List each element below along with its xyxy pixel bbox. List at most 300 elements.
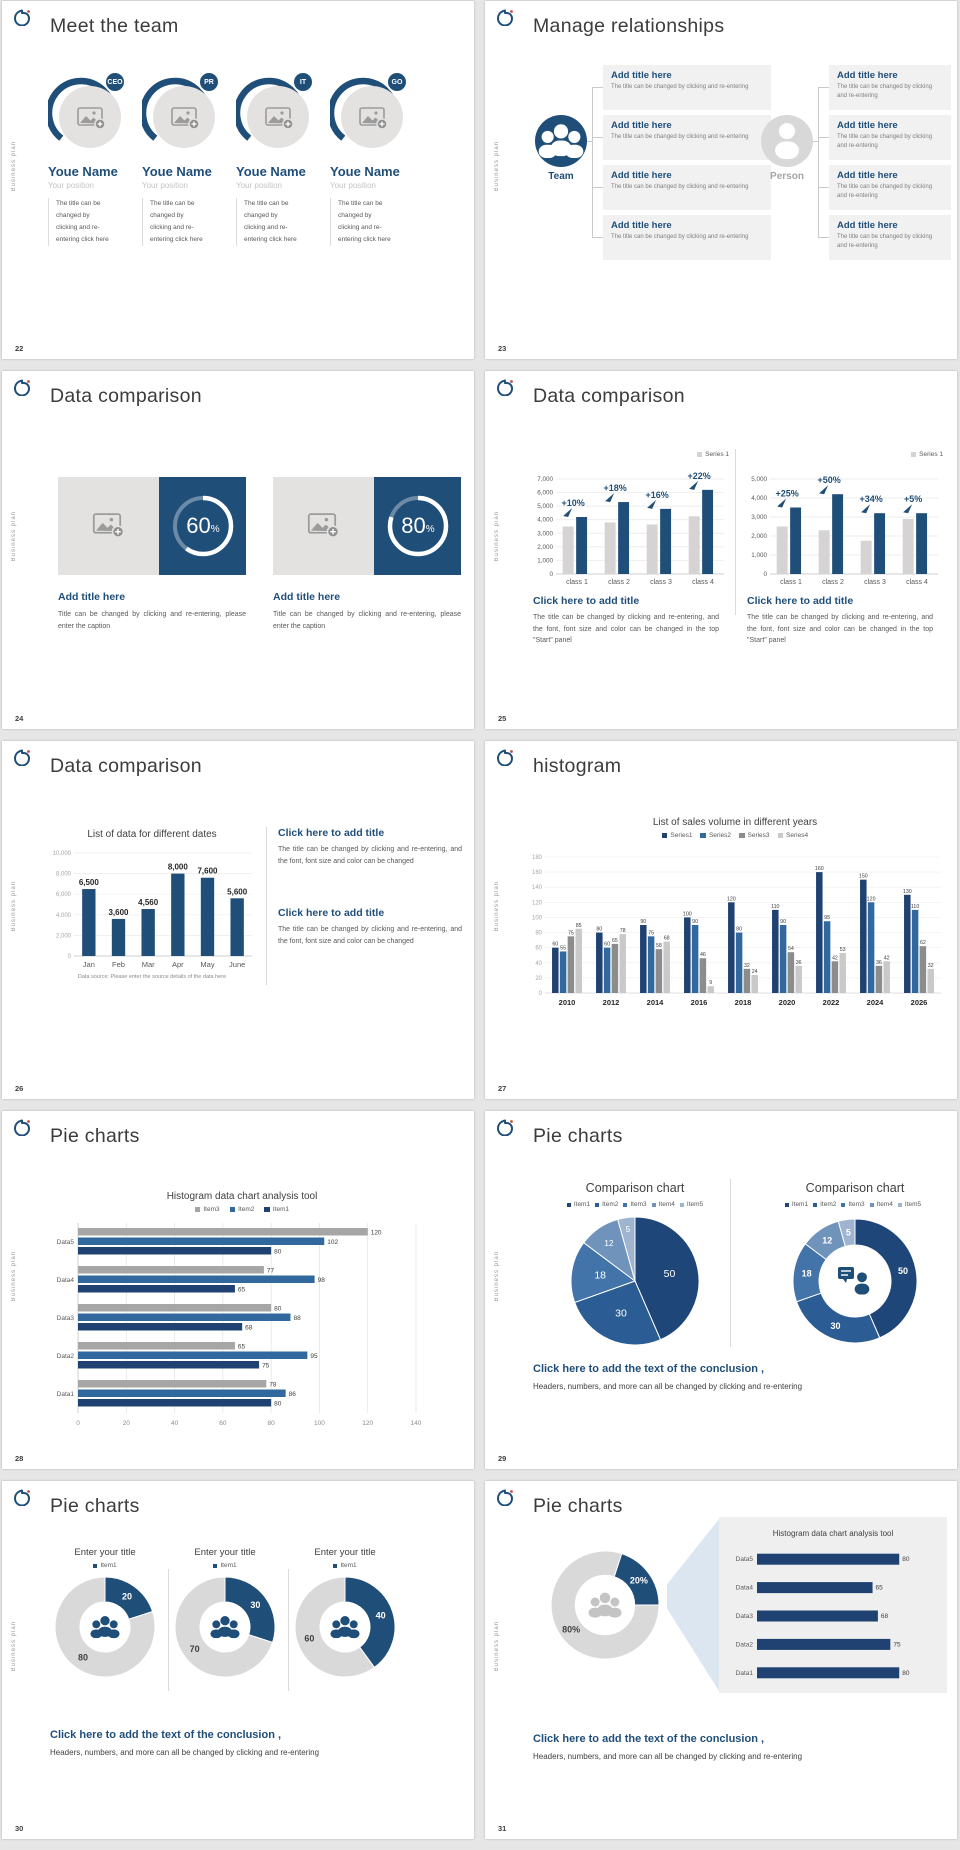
svg-text:98: 98 — [317, 1276, 325, 1284]
svg-text:75: 75 — [567, 930, 574, 937]
svg-text:65: 65 — [237, 1286, 246, 1294]
funnel-shape — [667, 1519, 719, 1691]
brand-logo-icon — [496, 1488, 515, 1506]
brand-logo-icon — [496, 1118, 515, 1136]
chart-legend — [529, 451, 729, 458]
page-number: 28 — [15, 1454, 24, 1463]
legend-item — [813, 1201, 836, 1208]
chart-title: List of data for different dates — [87, 829, 217, 840]
svg-text:80: 80 — [596, 926, 603, 933]
legend-item — [785, 1201, 808, 1208]
svg-text:60: 60 — [604, 941, 611, 948]
svg-text:Data4: Data4 — [56, 1277, 74, 1284]
svg-text:+10%: +10% — [561, 498, 585, 508]
horizontal-bar-chart — [46, 1219, 446, 1429]
chart-title: Comparison chart — [585, 1181, 685, 1195]
svg-text:42: 42 — [831, 955, 838, 962]
svg-text:Data1: Data1 — [56, 1391, 74, 1398]
slide-31-thumbnail[interactable] — [485, 1481, 957, 1839]
legend-item — [898, 1201, 921, 1208]
legend-item — [264, 1206, 289, 1213]
connector-line — [592, 237, 603, 238]
legend-swatch — [662, 833, 668, 839]
relationship-box — [603, 115, 771, 160]
svg-text:150: 150 — [858, 873, 868, 880]
legend-swatch — [595, 1203, 599, 1207]
svg-text:95: 95 — [310, 1352, 318, 1360]
box-body: The title can be changed by clicking and re-entering — [611, 184, 749, 190]
svg-text:Data4: Data4 — [735, 1584, 753, 1592]
svg-text:36: 36 — [795, 959, 802, 966]
chart-title: Histogram data chart analysis tool — [166, 1191, 318, 1202]
svg-text:65: 65 — [875, 1584, 883, 1592]
sidebar-vertical-label: Business plan — [11, 881, 17, 932]
legend-swatch — [697, 452, 703, 458]
svg-text:20: 20 — [122, 1420, 130, 1427]
svg-text:95: 95 — [824, 915, 831, 922]
legend-item — [195, 1206, 220, 1213]
svg-text:50: 50 — [897, 1266, 908, 1277]
brand-logo-icon — [496, 8, 515, 26]
image-placeholder — [273, 477, 374, 575]
svg-text:Apr: Apr — [171, 960, 184, 969]
person-icon — [761, 115, 813, 167]
svg-text:class 1: class 1 — [566, 579, 588, 586]
box-title: Add title here — [611, 70, 672, 81]
legend-label: Item1 — [340, 1562, 357, 1569]
avatar — [142, 73, 222, 157]
svg-text:36: 36 — [875, 959, 882, 966]
member-description: The title can be changed by clicking and re-entering click here — [236, 198, 300, 246]
team-member-card — [330, 73, 416, 246]
legend-swatch — [567, 1203, 571, 1207]
member-name: Youe Name — [236, 164, 306, 179]
legend-label: Item1 — [573, 1201, 591, 1208]
svg-text:160: 160 — [814, 866, 824, 873]
brand-logo-icon — [496, 378, 515, 396]
percent-tile — [374, 477, 461, 575]
svg-text:80: 80 — [77, 1652, 88, 1663]
svg-text:June: June — [229, 960, 246, 969]
relationship-box — [603, 215, 771, 260]
caption-body: Title can be changed by clicking and re-entering, please enter the caption — [58, 611, 246, 630]
svg-text:20%: 20% — [629, 1575, 648, 1586]
chart-title: List of sales volume in different years — [652, 817, 818, 828]
svg-text:120: 120 — [531, 900, 542, 907]
svg-text:53: 53 — [839, 946, 846, 953]
image-placeholder — [58, 477, 159, 575]
sidebar-vertical-label: Business plan — [11, 141, 17, 192]
svg-text:65: 65 — [237, 1343, 246, 1351]
svg-text:+18%: +18% — [603, 483, 627, 494]
conclusion-body: Headers, numbers, and more can all be changed by clicking and re-entering — [533, 1382, 803, 1391]
relationship-box — [603, 165, 771, 210]
svg-text:40: 40 — [170, 1420, 179, 1427]
chart-legend — [50, 1562, 160, 1569]
member-position: Your position — [48, 181, 94, 190]
svg-text:130: 130 — [902, 888, 912, 895]
svg-text:8,000: 8,000 — [167, 862, 188, 872]
slide-28-thumbnail[interactable] — [2, 1111, 474, 1469]
legend-label: Item3 — [630, 1201, 647, 1208]
svg-text:40: 40 — [535, 960, 542, 967]
role-badge: PR — [198, 71, 220, 93]
svg-text:70: 70 — [189, 1644, 200, 1655]
caption-body: The title can be changed by clicking and re-entering, and the font, font size and color can be changed in the top "Start" panel — [747, 614, 933, 645]
svg-text:78: 78 — [619, 928, 626, 935]
svg-text:7,000: 7,000 — [537, 476, 553, 483]
caption-title: Click here to add title — [278, 827, 385, 839]
legend-item — [652, 1201, 675, 1208]
svg-text:78: 78 — [269, 1381, 277, 1389]
svg-text:110: 110 — [771, 903, 780, 910]
legend-item — [680, 1201, 703, 1208]
svg-text:86: 86 — [288, 1390, 296, 1398]
role-badge: IT — [292, 71, 314, 93]
svg-text:2,000: 2,000 — [537, 543, 553, 551]
legend-label: Item1 — [272, 1206, 290, 1213]
slide-title: Data comparison — [50, 755, 202, 777]
panel-bar-chart — [727, 1545, 939, 1687]
svg-text:1,000: 1,000 — [751, 552, 767, 559]
svg-text:60%: 60% — [185, 513, 220, 538]
grouped-bar-chart — [743, 463, 941, 587]
donut-chart — [785, 1211, 925, 1351]
page-number: 23 — [498, 344, 507, 353]
role-badge: GO — [386, 71, 408, 93]
svg-text:0: 0 — [763, 571, 767, 578]
conclusion-title: Click here to add the text of the conclusion , — [533, 1363, 765, 1375]
grouped-bar-chart — [529, 463, 727, 587]
svg-text:3,000: 3,000 — [537, 530, 553, 538]
legend-label: Series3 — [747, 832, 770, 839]
svg-text:2026: 2026 — [910, 998, 928, 1007]
svg-text:100: 100 — [682, 911, 692, 918]
box-body: The title can be changed by clicking and re-entering — [611, 134, 749, 140]
avatar — [330, 73, 410, 157]
svg-text:2,000: 2,000 — [751, 533, 767, 540]
svg-text:32: 32 — [743, 962, 750, 969]
svg-text:2018: 2018 — [734, 998, 752, 1007]
svg-text:18: 18 — [594, 1269, 607, 1282]
sidebar-vertical-label: Business plan — [11, 1251, 17, 1302]
connector-line — [818, 237, 829, 238]
slide-title: Meet the team — [50, 15, 179, 37]
svg-text:Data2: Data2 — [56, 1353, 74, 1360]
svg-text:180: 180 — [531, 855, 542, 861]
svg-text:class 1: class 1 — [780, 579, 802, 586]
sidebar-vertical-label: Business plan — [11, 1621, 17, 1672]
team-icon — [535, 115, 587, 167]
svg-text:140: 140 — [531, 885, 542, 892]
svg-text:30: 30 — [250, 1599, 261, 1610]
chart-caption: Data source: Please enter the source details of the data here — [77, 974, 227, 980]
svg-text:7,600: 7,600 — [197, 866, 218, 876]
legend-label: Item3 — [203, 1206, 220, 1213]
legend-item — [778, 832, 809, 839]
chart-legend — [545, 832, 925, 839]
legend-item — [567, 1201, 590, 1208]
svg-text:68: 68 — [880, 1613, 889, 1620]
svg-text:80: 80 — [736, 926, 743, 933]
svg-text:80: 80 — [902, 1556, 910, 1564]
slide-22-thumbnail[interactable] — [2, 1, 474, 359]
svg-text:9: 9 — [709, 980, 713, 987]
slide-title: Pie charts — [533, 1125, 623, 1147]
box-title: Add title here — [837, 120, 898, 131]
slide-23-thumbnail[interactable] — [485, 1, 957, 359]
sidebar-vertical-label: Business plan — [494, 511, 500, 562]
svg-text:90: 90 — [780, 919, 787, 925]
svg-text:3,000: 3,000 — [751, 514, 767, 521]
svg-text:60: 60 — [552, 941, 559, 948]
svg-text:30: 30 — [830, 1320, 841, 1331]
legend-swatch — [652, 1203, 656, 1207]
svg-text:58: 58 — [655, 943, 662, 950]
legend-label: Item4 — [658, 1201, 675, 1208]
sidebar-vertical-label: Business plan — [494, 1251, 500, 1302]
legend-item — [700, 832, 731, 839]
legend-label: Item3 — [848, 1201, 865, 1208]
legend-label: Item5 — [686, 1201, 704, 1208]
legend-swatch — [623, 1203, 627, 1207]
box-body: The title can be changed by clicking and re-entering — [837, 184, 933, 199]
connector-line — [592, 187, 603, 188]
svg-text:62: 62 — [919, 940, 926, 947]
svg-text:102: 102 — [327, 1238, 339, 1246]
legend-swatch — [93, 1564, 97, 1568]
svg-text:+25%: +25% — [775, 488, 799, 499]
chart-legend — [753, 1201, 953, 1208]
donut-chart — [53, 1575, 157, 1679]
svg-text:65: 65 — [611, 937, 618, 944]
svg-text:77: 77 — [266, 1267, 275, 1275]
page-number: 27 — [498, 1084, 507, 1093]
svg-text:2022: 2022 — [822, 998, 840, 1007]
svg-text:24: 24 — [751, 968, 758, 975]
svg-text:6,000: 6,000 — [537, 489, 553, 497]
pie-chart — [569, 1215, 701, 1347]
svg-text:+22%: +22% — [687, 470, 711, 481]
page-number: 25 — [498, 714, 507, 723]
page-number: 22 — [15, 344, 24, 353]
member-position: Your position — [142, 181, 188, 190]
legend-label: Item1 — [791, 1201, 809, 1208]
conclusion-body: Headers, numbers, and more can all be changed by clicking and re-entering — [50, 1748, 320, 1757]
svg-text:Data5: Data5 — [735, 1556, 753, 1564]
slide-title: Data comparison — [50, 385, 202, 407]
svg-text:68: 68 — [245, 1324, 253, 1332]
team-member-card — [142, 73, 228, 246]
svg-text:6,500: 6,500 — [78, 878, 99, 888]
svg-text:4,000: 4,000 — [751, 495, 767, 502]
svg-text:6,000: 6,000 — [55, 892, 71, 899]
box-title: Add title here — [837, 70, 898, 81]
page-number: 31 — [498, 1824, 507, 1833]
svg-text:75: 75 — [648, 930, 655, 937]
svg-text:class 2: class 2 — [822, 579, 844, 586]
sidebar-vertical-label: Business plan — [494, 881, 500, 932]
sidebar-vertical-label: Business plan — [494, 1621, 500, 1672]
svg-text:18: 18 — [801, 1268, 812, 1279]
svg-text:54: 54 — [787, 946, 794, 953]
svg-text:3,600: 3,600 — [108, 907, 129, 917]
legend-label: Series4 — [786, 832, 809, 839]
legend-label: Item2 — [820, 1201, 837, 1208]
caption-title: Click here to add title — [278, 907, 385, 919]
slide-title: Data comparison — [533, 385, 685, 407]
svg-text:40: 40 — [375, 1610, 386, 1621]
slide-title: Pie charts — [50, 1495, 140, 1517]
svg-text:Data2: Data2 — [735, 1641, 753, 1649]
divider — [288, 1569, 289, 1691]
legend-swatch — [333, 1564, 337, 1568]
caption-body: The title can be changed by clicking and re-entering, and the font, font size and color can be changed — [278, 926, 462, 945]
chart-title: Enter your title — [314, 1547, 376, 1558]
svg-text:100: 100 — [531, 915, 542, 922]
svg-text:80: 80 — [274, 1305, 282, 1313]
svg-text:46: 46 — [699, 952, 706, 959]
svg-text:80%: 80% — [400, 513, 435, 538]
legend-swatch — [195, 1207, 201, 1213]
legend-label: Series 1 — [919, 451, 943, 458]
connector-line — [818, 87, 829, 88]
caption-title: Add title here — [273, 591, 341, 603]
slide-25-thumbnail[interactable] — [485, 371, 957, 729]
connector-line — [592, 137, 603, 138]
legend-swatch — [230, 1207, 236, 1213]
chart-title: Comparison chart — [805, 1181, 905, 1195]
caption-body: Title can be changed by clicking and re-entering, please enter the caption — [273, 611, 461, 630]
legend-swatch — [264, 1207, 270, 1213]
box-title: Add title here — [611, 220, 672, 231]
box-title: Add title here — [837, 220, 898, 231]
box-body: The title can be changed by clicking and re-entering — [837, 234, 933, 249]
svg-text:120: 120 — [370, 1229, 382, 1237]
team-member-card — [236, 73, 322, 246]
svg-text:55: 55 — [560, 945, 567, 952]
svg-text:8,000: 8,000 — [55, 871, 71, 878]
member-name: Youe Name — [48, 164, 118, 179]
connector-spine — [592, 87, 593, 238]
legend-swatch — [680, 1203, 684, 1207]
svg-text:90: 90 — [640, 919, 647, 925]
svg-text:+34%: +34% — [859, 494, 883, 505]
role-badge: CEO — [104, 71, 126, 93]
legend-item — [230, 1206, 255, 1213]
svg-text:+5%: +5% — [904, 494, 923, 505]
donut-chart — [293, 1575, 397, 1679]
slide-26-thumbnail[interactable] — [2, 741, 474, 1099]
donut-chart — [173, 1575, 277, 1679]
relationship-box — [829, 65, 951, 110]
sidebar-vertical-label: Business plan — [494, 141, 500, 192]
member-name: Youe Name — [330, 164, 400, 179]
svg-text:4,000: 4,000 — [55, 912, 71, 919]
caption-title: Add title here — [58, 591, 126, 603]
svg-text:10,000: 10,000 — [52, 851, 71, 857]
legend-swatch — [898, 1203, 902, 1207]
legend-label: Item5 — [904, 1201, 922, 1208]
svg-text:0: 0 — [76, 1420, 80, 1427]
svg-text:80: 80 — [274, 1248, 282, 1256]
svg-text:42: 42 — [883, 955, 890, 962]
brand-logo-icon — [496, 748, 515, 766]
caption-body: The title can be changed by clicking and re-entering, and the font, font size and color can be changed in the top "Start" panel — [533, 614, 719, 645]
page-number: 24 — [15, 714, 24, 723]
legend-item — [870, 1201, 893, 1208]
slide-29-thumbnail[interactable] — [485, 1111, 957, 1469]
svg-text:12: 12 — [822, 1235, 833, 1246]
svg-text:100: 100 — [313, 1420, 325, 1427]
chart-legend — [743, 451, 943, 458]
svg-text:32: 32 — [927, 962, 934, 969]
legend-label: Item1 — [220, 1562, 237, 1569]
svg-text:class 4: class 4 — [692, 579, 714, 586]
multi-series-bar-chart — [521, 845, 945, 1009]
svg-text:2016: 2016 — [690, 998, 708, 1007]
slide-24-thumbnail[interactable] — [2, 371, 474, 729]
svg-text:50: 50 — [663, 1267, 676, 1280]
chart-title: Enter your title — [194, 1547, 256, 1558]
svg-text:5,000: 5,000 — [751, 476, 767, 483]
chart-legend — [62, 1206, 422, 1213]
legend-swatch — [213, 1564, 217, 1568]
svg-text:120: 120 — [726, 896, 736, 903]
svg-text:12: 12 — [604, 1237, 614, 1248]
legend-swatch — [778, 833, 784, 839]
connector-line — [818, 137, 829, 138]
svg-text:80: 80 — [274, 1400, 282, 1408]
slide-title: Pie charts — [533, 1495, 623, 1517]
svg-text:60: 60 — [535, 945, 542, 952]
chart-title: Enter your title — [74, 1547, 136, 1558]
legend-item — [739, 832, 770, 839]
svg-text:20: 20 — [122, 1591, 133, 1602]
caption-title: Click here to add title — [533, 595, 640, 607]
brand-logo-icon — [13, 748, 32, 766]
connector-spine — [818, 87, 819, 238]
team-member-card — [48, 73, 134, 246]
svg-text:80: 80 — [902, 1669, 910, 1677]
progress-ring-60 — [165, 488, 241, 564]
legend-label: Series2 — [708, 832, 731, 839]
slide-title: Manage relationships — [533, 15, 725, 37]
legend-swatch — [813, 1203, 817, 1207]
box-title: Add title here — [611, 170, 672, 181]
svg-text:120: 120 — [362, 1420, 374, 1427]
slide-30-thumbnail[interactable] — [2, 1481, 474, 1839]
svg-text:class 3: class 3 — [650, 579, 672, 586]
slide-27-thumbnail[interactable] — [485, 741, 957, 1099]
member-description: The title can be changed by clicking and re-entering click here — [48, 198, 112, 246]
caption-title: Click here to add title — [747, 595, 854, 607]
svg-text:Feb: Feb — [112, 960, 125, 969]
image-placeholder-icon — [292, 503, 356, 549]
legend-item — [623, 1201, 646, 1208]
svg-text:110: 110 — [910, 903, 920, 910]
relationship-box — [829, 165, 951, 210]
svg-text:60: 60 — [219, 1420, 227, 1427]
member-description: The title can be changed by clicking and re-entering click here — [330, 198, 394, 246]
bar-chart — [46, 843, 258, 970]
donut-chart — [533, 1543, 669, 1667]
box-body: The title can be changed by clicking and re-entering — [837, 84, 933, 99]
svg-text:class 4: class 4 — [906, 579, 928, 586]
legend-label: Item2 — [238, 1206, 255, 1213]
legend-label: Item4 — [876, 1201, 893, 1208]
svg-text:2,000: 2,000 — [55, 933, 71, 940]
